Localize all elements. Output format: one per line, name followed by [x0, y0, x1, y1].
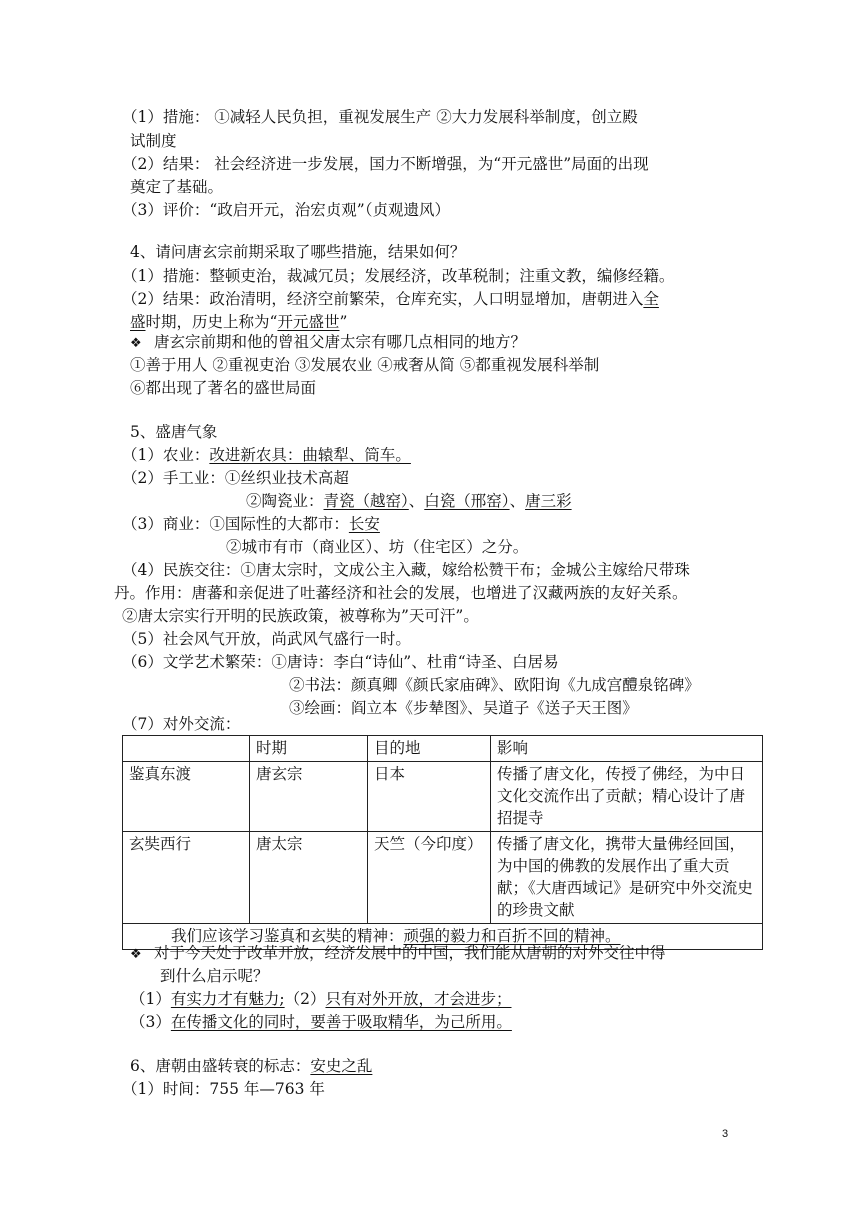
table-cell: 天竺（今印度） [368, 832, 491, 924]
section-6-title: 6、唐朝由盛转衰的标志：安史之乱 [130, 1057, 373, 1075]
table-cell: 传播了唐文化，传授了佛经，为中日文化交流作出了贡献；精心设计了唐招提寺 [491, 762, 763, 832]
inspiration-question-2: 到什么启示呢？ [160, 967, 269, 985]
xuanzong-measures: （1）措施：整顿吏治，裁减冗员；发展经济，改革税制；注重文教，编修经籍。 [122, 267, 675, 285]
table-row [123, 832, 763, 924]
ethnic-line-1: （4）民族交往：①唐太宗时，文成公主入藏，嫁给松赞干布；金城公主嫁给尺带珠 [122, 561, 690, 579]
table-note: 我们应该学习鉴真和玄奘的精神：顽强的毅力和百折不回的精神。 [123, 924, 763, 950]
table-header-cell: 目的地 [368, 736, 491, 762]
table-header-row [123, 736, 763, 762]
table-cell: 鉴真东渡 [123, 762, 250, 832]
arts-line-2: ②书法：颜真卿《颜氏家庙碑》、欧阳询《九成宫醴泉铭碑》 [289, 676, 700, 694]
an-shi-time: （1）时间：755 年—763 年 [122, 1080, 325, 1098]
diamond-bullet-icon: ❖ [130, 336, 142, 351]
evaluation-line: （3）评价：“政启开元，治宏贞观”（贞观遗风） [122, 201, 450, 219]
xuanzong-result-line-1: （2）结果：政治清明，经济空前繁荣，仓库充实，人口明显增加，唐朝进入全 [122, 290, 659, 308]
table-header-cell: 时期 [250, 736, 368, 762]
section-4-title: 4、请问唐玄宗前期采取了哪些措施，结果如何？ [130, 243, 466, 261]
arts-line-1: （6）文学艺术繁荣：①唐诗：李白“诗仙”、杜甫“诗圣、白居易 [122, 653, 559, 671]
social-line: （5）社会风气开放，尚武风气盛行一时。 [122, 630, 411, 648]
inspiration-question-1: ❖ 对于今天处于改革开放，经济发展中的中国，我们能从唐朝的对外交往中得 [130, 942, 666, 966]
xuanzong-result-line-2: 盛时期，历史上称为“开元盛世” [130, 313, 348, 331]
table-cell: 日本 [368, 762, 491, 832]
handicraft-line-2: ②陶瓷业：青瓷（越窑）、白瓷（邢窑）、唐三彩 [246, 492, 572, 510]
measures-line-1: （1）措施： ①减轻人民负担，重视发展生产 ②大力发展科举制度，创立殿 [122, 108, 638, 126]
measures-line-2: 试制度 [130, 132, 177, 150]
inspiration-answer-2: （3）在传播文化的同时，要善于吸取精华，为己所用。 [130, 1013, 512, 1031]
result-line-2: 奠定了基础。 [130, 178, 224, 196]
comparison-answer-1: ①善于用人 ②重视吏治 ③发展农业 ④戒奢从简 ⑤都重视发展科举制 [130, 356, 600, 374]
table-cell: 唐玄宗 [250, 762, 368, 832]
result-line-1: （2）结果： 社会经济进一步发展，国力不断增强，为“开元盛世”局面的出现 [122, 155, 649, 173]
commerce-line-2: ②城市有市（商业区）、坊（住宅区）之分。 [226, 538, 529, 556]
comparison-question: ❖ 唐玄宗前期和他的曾祖父唐太宗有哪几点相同的地方？ [130, 331, 526, 355]
table-row [123, 762, 763, 832]
exchange-table [122, 735, 763, 950]
ethnic-line-3: ②唐太宗实行开明的民族政策，被尊称为”天可汗”。 [122, 607, 479, 625]
arts-line-3: ③绘画：阎立本《步辇图》、吴道子《送子天王图》 [289, 699, 638, 717]
table-cell: 唐太宗 [250, 832, 368, 924]
table-cell: 传播了唐文化，携带大量佛经回国，为中国的佛教的发展作出了重大贡献；《大唐西域记》是研究中外交流史的珍贵文献 [491, 832, 763, 924]
page-number: 3 [722, 1128, 729, 1140]
table-header-cell [123, 736, 250, 762]
handicraft-line-1: （2）手工业：①丝织业技术高超 [122, 469, 349, 487]
comparison-answer-2: ⑥都出现了著名的盛世局面 [130, 379, 317, 397]
section-5-title: 5、盛唐气象 [130, 423, 218, 441]
table-header-cell: 影响 [491, 736, 763, 762]
exchange-label: （7）对外交流： [122, 715, 241, 733]
commerce-line-1: （3）商业：①国际性的大都市：长安 [122, 515, 380, 533]
inspiration-answer-1: （1）有实力才有魅力;（2）只有对外开放，才会进步； [130, 990, 512, 1008]
table-cell: 玄奘西行 [123, 832, 250, 924]
ethnic-line-2: 丹。作用：唐蕃和亲促进了吐蕃经济和社会的发展，也增进了汉藏两族的友好关系。 [114, 584, 688, 602]
diamond-bullet-icon: ❖ [130, 947, 142, 962]
agriculture-line: （1）农业：改进新农具：曲辕犁、筒车。 [122, 446, 411, 464]
